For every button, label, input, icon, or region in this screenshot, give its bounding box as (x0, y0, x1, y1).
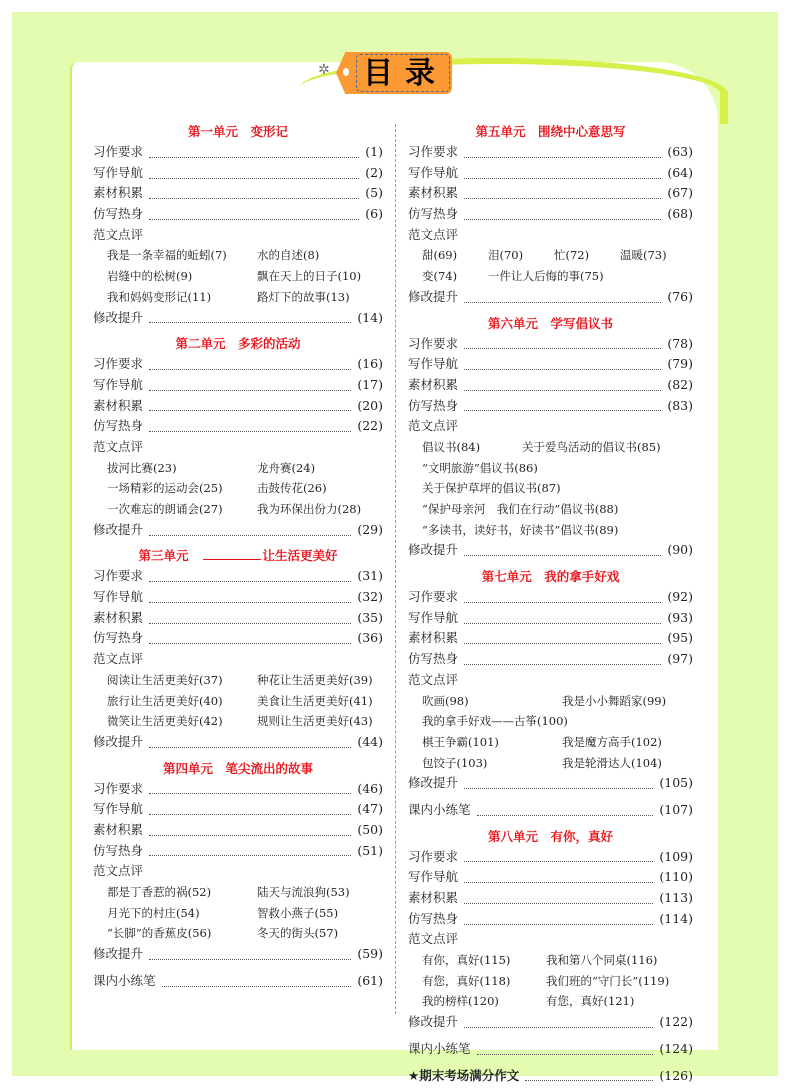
entry-label: 素材积累 (93, 821, 144, 837)
review-row (93, 478, 383, 499)
toc-entry[interactable] (93, 944, 383, 965)
entry-page-number: (47) (357, 801, 383, 817)
toc-entry[interactable] (408, 587, 693, 608)
entry-label: 课内小练笔 (408, 1040, 471, 1056)
review-article-link[interactable]: 种花让生活更美好(39) (257, 672, 373, 687)
entry-label: 写作导航 (93, 376, 144, 392)
entry-page-number: (59) (357, 946, 383, 962)
leader-dots (149, 737, 351, 748)
review-article-link[interactable]: 一场精彩的运动会(25) (107, 481, 223, 496)
review-article-link[interactable]: 忙(72) (554, 248, 590, 263)
unit-title: 第五单元 围绕中心意思写 (475, 124, 626, 139)
entry-page-number: (93) (667, 609, 693, 625)
review-article-link[interactable]: “多读书，读好书，好读书”倡议书(89) (422, 522, 619, 537)
leader-dots (464, 914, 653, 925)
entry-label: 习作要求 (93, 144, 144, 159)
toc-entry[interactable] (408, 354, 693, 375)
entry-page-number: (107) (659, 801, 693, 817)
entry-label: 习作要求 (408, 589, 459, 605)
leader-dots (464, 338, 661, 349)
entry-page-number: (113) (659, 890, 693, 905)
leader-dots (149, 400, 351, 411)
leader-dots (149, 421, 351, 432)
entry-label: 写作导航 (408, 609, 459, 625)
unit-title: 第二单元 多彩的活动 (175, 336, 301, 352)
toc-entry[interactable] (93, 587, 383, 608)
entry-label: 修改提升 (93, 946, 144, 962)
review-article-link[interactable]: 一件让人后悔的事(75) (488, 269, 604, 284)
entry-label: 仿写热身 (93, 630, 144, 646)
entry-page-number: (68) (667, 206, 693, 222)
toc-entry[interactable] (408, 867, 693, 888)
review-article-link[interactable]: “长脚”的香蕉皮(56) (107, 926, 212, 941)
entry-page-number: (2) (365, 164, 383, 180)
toc-entry[interactable] (408, 183, 693, 204)
entry-page-number: (122) (659, 1014, 693, 1030)
entry-label: 习作要求 (408, 848, 459, 864)
leader-dots (464, 400, 661, 411)
leader-dots (149, 380, 351, 391)
unit-number: 第三单元 (138, 548, 189, 564)
review-article-link[interactable]: 关于爱鸟活动的倡议书(85) (522, 439, 661, 454)
toc-entry[interactable] (93, 841, 383, 862)
entry-label: 写作导航 (93, 589, 144, 605)
leader-dots (464, 188, 661, 199)
entry-page-number: (64) (667, 164, 693, 180)
toc-entry[interactable] (408, 847, 693, 868)
leader-dots (464, 592, 661, 603)
entry-page-number: (22) (357, 418, 383, 434)
toc-entry[interactable] (93, 416, 383, 437)
review-article-link[interactable]: 有您，真好(118) (422, 973, 511, 988)
review-row (408, 520, 693, 541)
leader-dots (149, 613, 351, 624)
entry-label: 仿写热身 (408, 397, 459, 413)
toc-entry[interactable] (408, 375, 693, 396)
leader-dots (464, 1017, 653, 1028)
toc-entry[interactable] (93, 163, 383, 184)
review-row (408, 245, 693, 266)
entry-page-number: (31) (357, 568, 383, 584)
toc-entry[interactable] (93, 520, 383, 541)
toc-entry[interactable] (93, 566, 383, 587)
entry-page-number: (76) (667, 288, 693, 304)
review-article-link[interactable]: 水的自述(8) (257, 248, 320, 263)
review-article-link[interactable]: 吹画(98) (422, 693, 469, 708)
review-row (408, 753, 693, 774)
entry-label: 仿写热身 (93, 206, 144, 222)
entry-page-number: (82) (667, 376, 693, 392)
review-section-label: 范文点评 (408, 226, 459, 242)
entry-page-number: (50) (357, 821, 383, 837)
toc-entry[interactable] (408, 204, 693, 225)
toc-entry[interactable] (408, 142, 693, 163)
entry-page-number: (51) (357, 842, 383, 858)
review-article-link[interactable]: 拔河比赛(23) (107, 460, 177, 475)
leader-dots (464, 654, 661, 665)
review-row (408, 458, 693, 479)
toc-entry[interactable] (93, 732, 383, 753)
page-title: 目录 (363, 56, 447, 91)
review-section-label: 范文点评 (93, 226, 144, 242)
entry-label: 习作要求 (93, 568, 144, 584)
leader-dots (477, 1044, 654, 1055)
leader-dots (149, 168, 359, 179)
review-row (408, 971, 693, 992)
review-row (408, 499, 693, 520)
review-section-label: 范文点评 (408, 931, 459, 947)
column-divider (395, 124, 396, 1014)
entry-page-number: (78) (667, 335, 693, 351)
toc-entry[interactable] (408, 888, 693, 909)
review-article-link[interactable]: 一次难忘的朗诵会(27) (107, 502, 223, 516)
entry-page-number: (114) (659, 910, 693, 926)
tag-string-icon: ✲ (318, 62, 330, 78)
toc-entry[interactable] (93, 820, 383, 841)
toc-entry[interactable] (93, 779, 383, 800)
toc-entry[interactable] (93, 396, 383, 417)
tag-hole (343, 68, 349, 76)
entry-page-number: (32) (357, 589, 383, 605)
review-row (93, 923, 383, 944)
review-row (93, 458, 383, 479)
review-article-link[interactable]: “文明旅游”倡议书(86) (422, 460, 538, 475)
entry-page-number: (29) (357, 521, 383, 537)
toc-entry[interactable] (408, 1066, 693, 1087)
leader-dots (464, 209, 661, 220)
unit-title: 第七单元 我的拿手好戏 (481, 569, 620, 585)
entry-page-number: (97) (667, 651, 693, 667)
entry-page-number: (124) (659, 1040, 693, 1056)
leader-dots (464, 168, 661, 179)
leader-dots (149, 188, 359, 199)
review-article-link[interactable]: 月光下的村庄(54) (107, 905, 200, 920)
review-article-link[interactable]: 包饺子(103) (422, 755, 488, 770)
review-article-link[interactable]: 温暖(73) (620, 248, 667, 263)
review-article-link[interactable]: 陆天与流浪狗(53) (257, 885, 350, 899)
review-article-link[interactable]: 我是一条幸福的蚯蚓(7) (107, 248, 227, 263)
toc-entry[interactable] (408, 540, 693, 561)
review-article-link[interactable]: 有你，真好(115) (422, 953, 511, 968)
leader-dots (149, 825, 351, 836)
entry-label: 素材积累 (408, 376, 459, 392)
entry-label: 素材积累 (408, 630, 459, 646)
entry-page-number: (16) (357, 356, 383, 372)
review-section-label: 范文点评 (93, 863, 144, 879)
toc-entry[interactable] (93, 183, 383, 204)
entry-label: 素材积累 (408, 890, 459, 905)
entry-label: 修改提升 (408, 288, 459, 304)
review-article-link[interactable]: 微笑让生活更美好(42) (107, 714, 223, 729)
review-row (93, 670, 383, 691)
review-row (408, 437, 693, 458)
unit-theme: 让生活更美好 (262, 548, 338, 564)
entry-label: 仿写热身 (408, 910, 459, 926)
entry-label: 课内小练笔 (408, 801, 471, 817)
review-article-link[interactable]: 旅行让生活更美好(40) (107, 693, 223, 708)
toc-entry[interactable] (408, 649, 693, 670)
review-row (93, 882, 383, 903)
review-article-link[interactable]: 变(74) (422, 269, 458, 284)
review-article-link[interactable]: 我的拿手好戏——古筝(100) (422, 714, 568, 729)
entry-page-number: (90) (667, 542, 693, 558)
review-article-link[interactable]: 我为环保出份力(28) (257, 502, 362, 516)
entry-page-number: (63) (667, 144, 693, 159)
entry-page-number: (44) (357, 733, 383, 749)
entry-label: 素材积累 (93, 397, 144, 413)
review-row (408, 266, 693, 287)
review-article-link[interactable]: 倡议书(84) (422, 439, 481, 454)
entry-label: 仿写热身 (408, 206, 459, 222)
toc-entry[interactable] (93, 799, 383, 820)
review-row (408, 691, 693, 712)
review-article-link[interactable]: 我们班的“守门长”(119) (546, 973, 670, 988)
leader-dots (149, 949, 351, 960)
toc-entry[interactable] (93, 628, 383, 649)
entry-label: 修改提升 (93, 309, 144, 325)
review-article-link[interactable]: 我是轮滑达人(104) (562, 755, 662, 770)
review-article-link[interactable]: 岩缝中的松树(9) (107, 269, 193, 284)
entry-label: 修改提升 (93, 733, 144, 749)
entry-page-number: (36) (357, 630, 383, 646)
entry-page-number: (79) (667, 356, 693, 372)
leader-dots (149, 525, 351, 536)
review-row (93, 903, 383, 924)
entry-page-number: (67) (667, 185, 693, 201)
entry-label: 课内小练笔 (93, 972, 156, 988)
leader-dots (464, 545, 661, 556)
review-article-link[interactable]: 我和第八个同桌(116) (546, 953, 658, 968)
entry-page-number: (14) (357, 309, 383, 325)
review-article-link[interactable]: “保护母亲河 我们在行动”倡议书(88) (422, 502, 619, 516)
toc-entry[interactable] (93, 142, 383, 163)
review-article-link[interactable]: 我和妈妈变形记(11) (107, 289, 212, 304)
review-row (408, 991, 693, 1012)
review-row (93, 711, 383, 732)
entry-label: 写作导航 (408, 869, 459, 885)
entry-label: 习作要求 (93, 780, 144, 796)
leader-dots (464, 380, 661, 391)
entry-page-number: (83) (667, 397, 693, 413)
toc-entry[interactable] (93, 354, 383, 375)
toc-entry[interactable] (408, 628, 693, 649)
entry-page-number: (95) (667, 630, 693, 646)
review-article-link[interactable]: 路灯下的故事(13) (257, 289, 350, 304)
review-article-link[interactable]: 泪(70) (488, 248, 524, 263)
entry-label: 仿写热身 (93, 842, 144, 858)
entry-page-number: (35) (357, 609, 383, 625)
unit-title: 第六单元 学写倡议书 (487, 315, 613, 331)
entry-page-number: (109) (659, 848, 693, 864)
review-section-label: 范文点评 (93, 438, 144, 454)
review-article-link[interactable]: 有您，真好(121) (546, 994, 635, 1009)
toc-entry[interactable] (408, 800, 693, 821)
review-article-link[interactable]: 美食让生活更美好(41) (257, 693, 373, 708)
review-row (408, 950, 693, 971)
review-article-link[interactable]: 阅读让生活更美好(37) (107, 672, 223, 687)
leader-dots (464, 778, 653, 789)
toc-column-left (93, 122, 383, 991)
entry-label: 修改提升 (408, 1014, 459, 1030)
review-article-link[interactable]: 关于保护草坪的倡议书(87) (422, 481, 561, 496)
leader-dots (149, 147, 359, 158)
entry-label: 修改提升 (93, 521, 144, 537)
toc-entry[interactable] (93, 375, 383, 396)
entry-page-number: (110) (659, 869, 693, 885)
review-article-link[interactable]: 我是小小舞蹈家(99) (562, 693, 667, 708)
toc-entry[interactable] (408, 287, 693, 308)
leader-dots (149, 783, 351, 794)
review-article-link[interactable]: 棋王争霸(101) (422, 734, 499, 749)
toc-entry[interactable] (408, 396, 693, 417)
entry-label: 仿写热身 (93, 418, 144, 434)
toc-entry[interactable] (408, 909, 693, 930)
review-row (93, 499, 383, 520)
toc-entry[interactable] (93, 608, 383, 629)
leader-dots (464, 147, 661, 158)
leader-dots (149, 592, 351, 603)
toc-entry[interactable] (93, 971, 383, 992)
review-article-link[interactable]: 飘在天上的日子(10) (257, 269, 362, 284)
leader-dots (162, 976, 352, 987)
entry-page-number: (1) (365, 144, 383, 159)
toc-entry[interactable] (408, 1039, 693, 1060)
toc-entry[interactable] (408, 773, 693, 794)
entry-label: 写作导航 (93, 164, 144, 180)
leader-dots (464, 851, 653, 862)
entry-label: 习作要求 (408, 144, 459, 159)
entry-label: 素材积累 (408, 185, 459, 201)
review-article-link[interactable]: 甜(69) (422, 248, 458, 263)
review-article-link[interactable]: 规则让生活更美好(43) (257, 714, 373, 729)
entry-page-number: (126) (659, 1067, 693, 1083)
review-row (93, 287, 383, 308)
leader-dots (149, 359, 351, 370)
entry-label: 仿写热身 (408, 651, 459, 667)
entry-label: 写作导航 (408, 356, 459, 372)
entry-page-number: (5) (365, 185, 383, 201)
toc-entry[interactable] (93, 308, 383, 329)
entry-label: 素材积累 (93, 185, 144, 201)
entry-label: 写作导航 (408, 164, 459, 180)
review-section-label: 范文点评 (93, 651, 144, 667)
toc-entry[interactable] (408, 1012, 693, 1033)
toc-entry[interactable] (408, 163, 693, 184)
leader-dots (464, 292, 661, 303)
entry-label: 习作要求 (408, 335, 459, 351)
review-article-link[interactable]: 智救小燕子(55) (257, 905, 339, 920)
entry-label: 修改提升 (408, 542, 459, 558)
leader-dots (464, 613, 661, 624)
entry-page-number: (92) (667, 589, 693, 605)
unit-title: 第四单元 笔尖流出的故事 (162, 760, 313, 776)
review-article-link[interactable]: 都是丁香惹的祸(52) (107, 885, 212, 899)
leader-dots (525, 1070, 653, 1081)
toc-entry[interactable] (408, 334, 693, 355)
review-section-label: 范文点评 (408, 418, 459, 434)
unit-title (93, 546, 383, 566)
entry-label: 习作要求 (93, 356, 144, 372)
leader-dots (464, 359, 661, 370)
entry-page-number: (6) (365, 206, 383, 222)
entry-page-number: (105) (659, 775, 693, 791)
leader-dots (149, 209, 359, 220)
toc-entry[interactable] (408, 608, 693, 629)
entry-page-number: (17) (357, 376, 383, 392)
toc-entry[interactable] (93, 204, 383, 225)
review-article-link[interactable]: 我是魔方高手(102) (562, 734, 662, 749)
entry-label: 修改提升 (408, 775, 459, 791)
review-row (408, 711, 693, 732)
leader-dots (464, 893, 653, 904)
entry-page-number: (61) (357, 972, 383, 988)
entry-label: 素材积累 (93, 609, 144, 625)
leader-dots (149, 845, 351, 856)
review-row (408, 732, 693, 753)
unit-title: 第一单元 变形记 (187, 124, 288, 139)
leader-dots (149, 804, 351, 815)
entry-page-number: (20) (357, 397, 383, 413)
review-row (93, 245, 383, 266)
leader-dots (149, 633, 351, 644)
unit-title: 第八单元 有你，真好 (487, 828, 613, 844)
leader-dots (149, 571, 351, 582)
review-row (93, 266, 383, 287)
leader-dots (464, 872, 653, 883)
leader-dots (149, 312, 351, 323)
entry-label: ★期末考场满分作文 (408, 1067, 520, 1083)
leader-dots (464, 633, 661, 644)
review-article-link[interactable]: 我的榜样(120) (422, 994, 499, 1009)
review-section-label: 范文点评 (408, 671, 459, 687)
toc-column-right (408, 122, 693, 1086)
review-row (408, 478, 693, 499)
review-article-link[interactable]: 冬天的街头(57) (257, 926, 339, 941)
entry-page-number: (46) (357, 780, 383, 796)
entry-label: 写作导航 (93, 801, 144, 817)
review-row (93, 691, 383, 712)
review-article-link[interactable]: 击鼓传花(26) (257, 481, 327, 496)
review-article-link[interactable]: 龙舟赛(24) (257, 460, 316, 475)
fill-in-blank (203, 547, 261, 560)
leader-dots (477, 805, 654, 816)
